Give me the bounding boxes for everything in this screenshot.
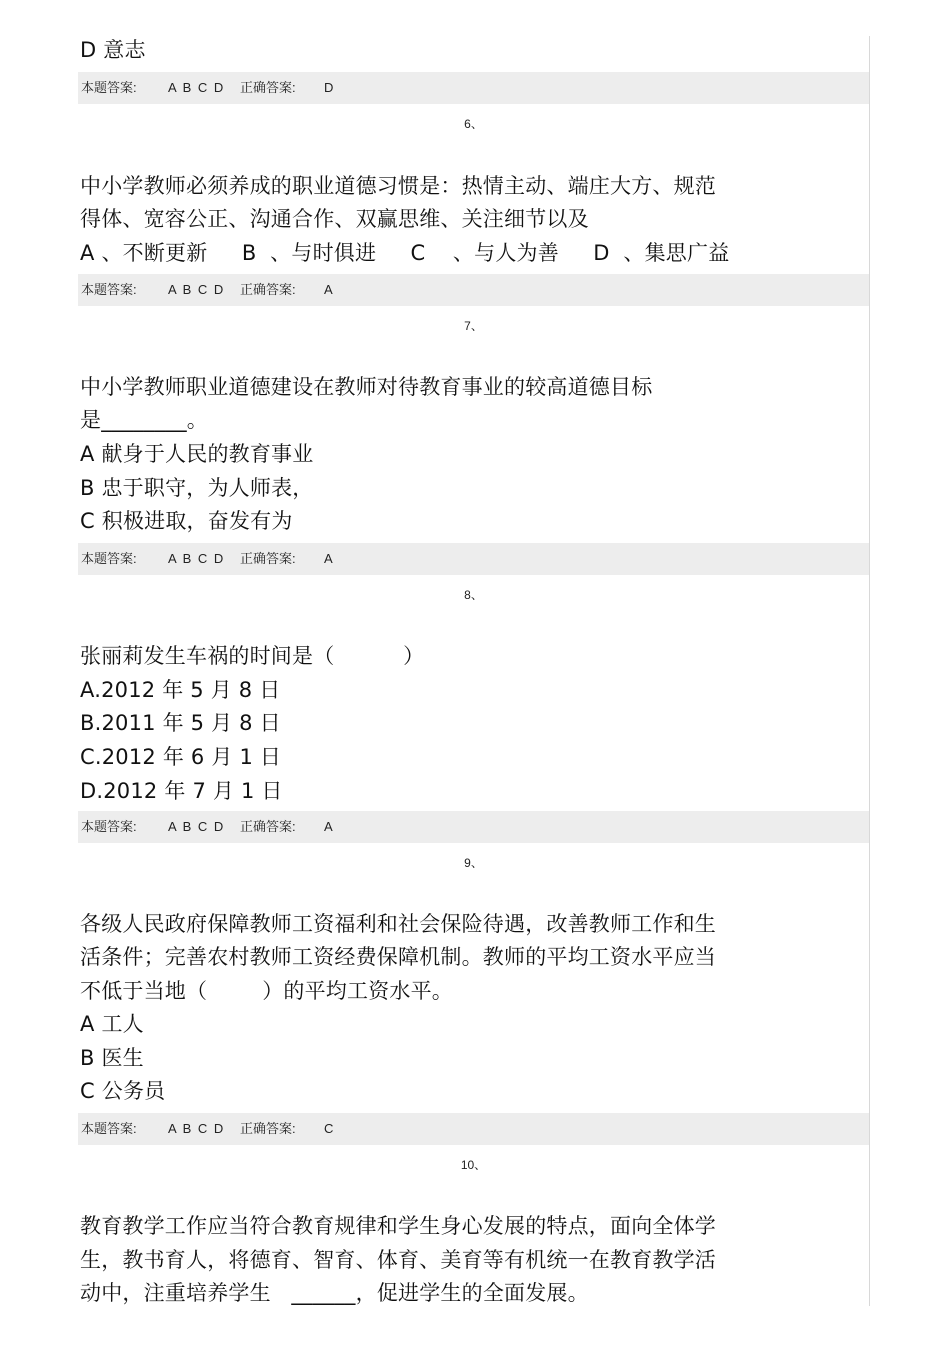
option-d: D.2012 年 7 月 1 日 xyxy=(80,779,283,803)
question-number: 10、 xyxy=(460,1158,487,1172)
answer-options[interactable]: A B C D xyxy=(168,819,225,834)
answer-bar-7 xyxy=(78,543,869,575)
option-a: A 工人 xyxy=(80,1012,144,1036)
question-text: 教育教学工作应当符合教育规律和学生身心发展的特点，面向全体学 xyxy=(80,1214,716,1238)
answer-options[interactable]: A B C D xyxy=(168,551,225,566)
question-text: 生，教书育人，将德育、智育、体育、美育等有机统一在教育教学活 xyxy=(80,1248,716,1272)
correct-label: 正确答案: xyxy=(240,1121,296,1136)
correct-answer: C xyxy=(324,1121,334,1136)
correct-label: 正确答案: xyxy=(240,80,296,95)
answer-label: 本题答案: xyxy=(81,819,137,834)
answer-options[interactable]: A B C D xyxy=(168,282,225,297)
option-b: B 医生 xyxy=(80,1046,144,1070)
question-number: 8、 xyxy=(464,588,483,602)
option-a: A.2012 年 5 月 8 日 xyxy=(80,678,281,702)
correct-answer: D xyxy=(324,80,334,95)
correct-answer: A xyxy=(324,819,333,834)
answer-bar-8 xyxy=(78,811,869,843)
answer-label: 本题答案: xyxy=(81,551,137,566)
question-text: 各级人民政府保障教师工资福利和社会保险待遇，改善教师工作和生 xyxy=(80,912,716,936)
answer-label: 本题答案: xyxy=(81,80,137,95)
answer-label: 本题答案: xyxy=(81,1121,137,1136)
answer-label: 本题答案: xyxy=(81,282,137,297)
option-c: C.2012 年 6 月 1 日 xyxy=(80,745,282,769)
option-b: B.2011 年 5 月 8 日 xyxy=(80,711,281,735)
correct-label: 正确答案: xyxy=(240,819,296,834)
question-text: 张丽莉发生车祸的时间是（ ） xyxy=(80,644,425,668)
question-text: 中小学教师必须养成的职业道德习惯是：热情主动、端庄大方、规范 xyxy=(80,174,716,198)
correct-answer: A xyxy=(324,551,333,566)
correct-label: 正确答案: xyxy=(240,551,296,566)
answer-options[interactable]: A B C D xyxy=(168,80,225,95)
answer-bar-9 xyxy=(78,1113,869,1145)
question-number: 6、 xyxy=(464,117,483,131)
question-number: 9、 xyxy=(464,856,483,870)
correct-label: 正确答案: xyxy=(240,282,296,297)
answer-options[interactable]: A B C D xyxy=(168,1121,225,1136)
answer-bar-5 xyxy=(78,72,869,104)
correct-answer: A xyxy=(324,282,333,297)
option-c: C 积极进取，奋发有为 xyxy=(80,509,293,533)
quiz-page xyxy=(78,0,870,1305)
question-number: 7、 xyxy=(464,319,483,333)
question-text: 是________。 xyxy=(80,408,208,432)
question-text: 得体、宽容公正、沟通合作、双赢思维、关注细节以及 xyxy=(80,207,589,231)
option-b: B 忠于职守，为人师表， xyxy=(80,476,314,500)
option-d: D 意志 xyxy=(80,38,146,62)
option-row: A 、不断更新 B 、与时俱进 C 、与人为善 D 、集思广益 xyxy=(80,241,730,265)
option-a: A 献身于人民的教育事业 xyxy=(80,442,314,466)
question-text: 活条件；完善农村教师工资经费保障机制。教师的平均工资水平应当 xyxy=(80,945,716,969)
answer-bar-6 xyxy=(78,274,869,306)
question-text: 动中，注重培养学生 ______，促进学生的全面发展。 xyxy=(80,1281,589,1305)
option-c: C 公务员 xyxy=(80,1079,166,1103)
question-text: 中小学教师职业道德建设在教师对待教育事业的较高道德目标 xyxy=(80,375,653,399)
question-text: 不低于当地（ ）的平均工资水平。 xyxy=(80,979,454,1003)
